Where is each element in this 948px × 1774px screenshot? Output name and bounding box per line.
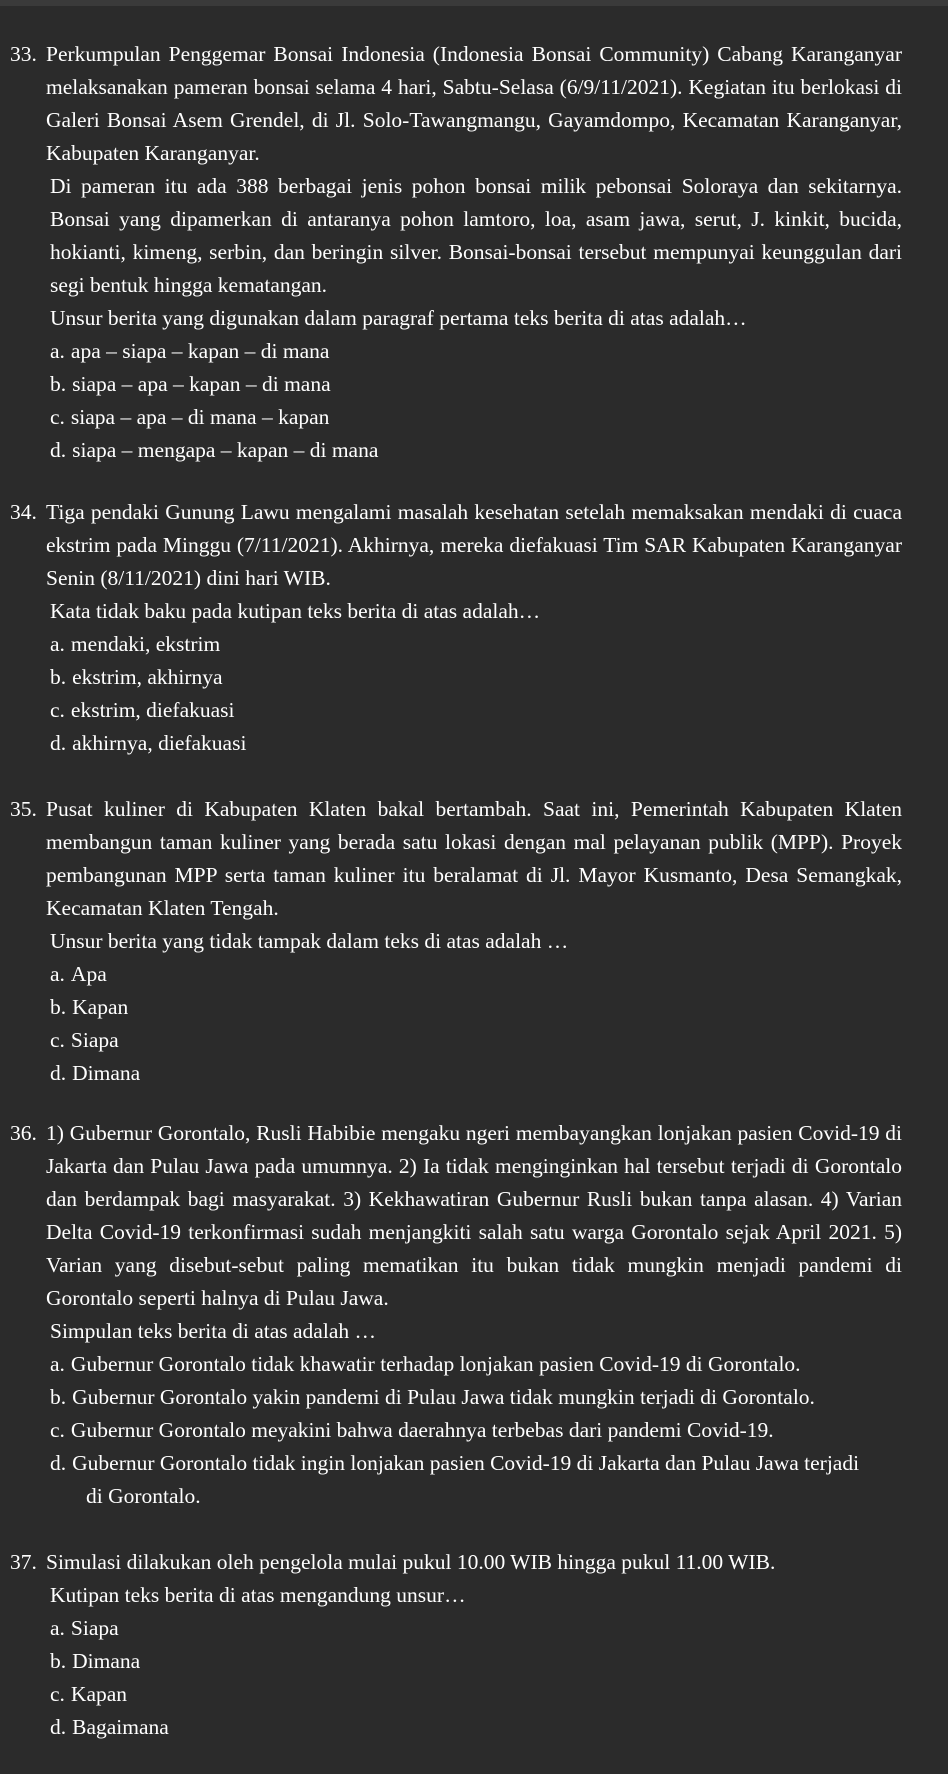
option-d-continuation: di Gorontalo.: [86, 1484, 201, 1508]
option-text: Dimana: [72, 1061, 141, 1085]
question-prompt: Kutipan teks berita di atas mengandung unsur…: [50, 1583, 466, 1607]
question-stem: 1) Gubernur Gorontalo, Rusli Habibie mengaku ngeri membayangkan lonjakan pasien Covid-19 di Jakarta dan Pulau Jawa pada umumnya. 2) Ia tidak menginginkan hal tersebut terjadi di Gorontalo dan berdampak bagi masyarakat. 3) Kekhawatiran Gubernur Rusli bukan tanpa alasan. 4) Varian Delta Covid-19 terkonfirmasi sudah menjangkiti salah satu warga Gorontalo sejak April 2021. 5) Varian yang disebut-sebut paling mematikan itu bukan tidak mungkin menjadi pandemi di Gorontalo seperti halnya di Pulau Jawa.: [46, 1121, 902, 1310]
option-text: ekstrim, akhirnya: [72, 665, 223, 689]
option-b[interactable]: [50, 1645, 902, 1678]
question-number: 35.: [10, 797, 37, 821]
option-a[interactable]: [50, 1348, 902, 1381]
option-letter: a.: [50, 632, 65, 656]
option-a[interactable]: [50, 628, 902, 661]
option-d[interactable]: [50, 1711, 902, 1744]
option-text: Kapan: [72, 995, 129, 1019]
option-letter: b.: [50, 665, 67, 689]
option-letter: c.: [50, 405, 65, 429]
question-37: [10, 1546, 902, 1744]
option-letter: d.: [50, 438, 67, 462]
option-a[interactable]: [50, 335, 902, 368]
option-d[interactable]: [50, 1447, 902, 1480]
question-prompt: Unsur berita yang digunakan dalam paragraf pertama teks berita di atas adalah…: [50, 306, 747, 330]
option-text: Apa: [70, 962, 107, 986]
option-text: Bagaimana: [72, 1715, 169, 1739]
option-a[interactable]: [50, 1612, 902, 1645]
option-text: Gubernur Gorontalo yakin pandemi di Pulau Jawa tidak mungkin terjadi di Gorontalo.: [72, 1385, 815, 1409]
options-list: [50, 1348, 902, 1513]
option-text: Dimana: [72, 1649, 141, 1673]
option-letter: c.: [50, 1028, 65, 1052]
option-c[interactable]: [50, 1024, 902, 1057]
option-b[interactable]: [50, 661, 902, 694]
option-c[interactable]: [50, 401, 902, 434]
options-list: [50, 335, 902, 467]
option-letter: d.: [50, 1451, 67, 1475]
question-stem: Simulasi dilakukan oleh pengelola mulai pukul 10.00 WIB hingga pukul 11.00 WIB.: [46, 1550, 776, 1574]
question-prompt: Unsur berita yang tidak tampak dalam teks di atas adalah …: [50, 929, 569, 953]
option-d[interactable]: [50, 727, 902, 760]
option-text: Kapan: [70, 1682, 128, 1706]
option-b[interactable]: [50, 368, 902, 401]
option-c[interactable]: [50, 1678, 902, 1711]
option-letter: a.: [50, 339, 65, 363]
option-text: Siapa: [70, 1616, 119, 1640]
option-text: siapa – mengapa – kapan – di mana: [72, 438, 379, 462]
option-text: akhirnya, diefakuasi: [72, 731, 247, 755]
option-letter: c.: [50, 1682, 65, 1706]
option-c[interactable]: [50, 1414, 902, 1447]
option-letter: b.: [50, 1385, 67, 1409]
option-letter: c.: [50, 1418, 65, 1442]
question-36: [10, 1117, 902, 1513]
question-prompt: Kata tidak baku pada kutipan teks berita di atas adalah…: [50, 599, 541, 623]
option-letter: b.: [50, 372, 67, 396]
question-number: 36.: [10, 1121, 37, 1145]
options-list: [50, 958, 902, 1090]
question-prompt: Simpulan teks berita di atas adalah …: [50, 1319, 376, 1343]
option-text: siapa – apa – di mana – kapan: [70, 405, 330, 429]
option-a[interactable]: [50, 958, 902, 991]
option-letter: d.: [50, 731, 67, 755]
option-text: mendaki, ekstrim: [70, 632, 221, 656]
question-number: 33.: [10, 42, 37, 66]
option-text: Gubernur Gorontalo tidak khawatir terhadap lonjakan pasien Covid-19 di Gorontalo.: [70, 1352, 801, 1376]
option-letter: d.: [50, 1715, 67, 1739]
question-number: 34.: [10, 500, 37, 524]
question-35: [10, 793, 902, 1090]
option-text: Gubernur Gorontalo meyakini bahwa daerahnya terbebas dari pandemi Covid-19.: [70, 1418, 774, 1442]
option-letter: b.: [50, 1649, 67, 1673]
option-text: apa – siapa – kapan – di mana: [70, 339, 330, 363]
option-b[interactable]: [50, 1381, 902, 1414]
question-stem: Tiga pendaki Gunung Lawu mengalami masalah kesehatan setelah memaksakan mendaki di cuaca ekstrim pada Minggu (7/11/2021). Akhirnya, mereka diefakuasi Tim SAR Kabupaten Karanganyar Senin (8/11/2021) dini hari WIB.: [46, 500, 902, 590]
option-letter: d.: [50, 1061, 67, 1085]
question-number: 37.: [10, 1550, 37, 1574]
option-letter: b.: [50, 995, 67, 1019]
option-text: Gubernur Gorontalo tidak ingin lonjakan pasien Covid-19 di Jakarta dan Pulau Jawa terjadi: [72, 1451, 860, 1475]
options-list: [50, 628, 902, 760]
option-text: siapa – apa – kapan – di mana: [72, 372, 331, 396]
option-text: ekstrim, diefakuasi: [70, 698, 235, 722]
option-letter: c.: [50, 698, 65, 722]
option-d[interactable]: [50, 1057, 902, 1090]
option-letter: a.: [50, 962, 65, 986]
question-paragraph: Di pameran itu ada 388 berbagai jenis pohon bonsai milik pebonsai Soloraya dan sekitarnya. Bonsai yang dipamerkan di antaranya pohon lamtoro, loa, asam jawa, serut, J. kinkit, bucida, hokianti, kimeng, serbin, dan beringin silver. Bonsai-bonsai tersebut mempunyai keunggulan dari segi bentuk hingga kematangan.: [50, 174, 902, 297]
question-33: [10, 38, 902, 467]
option-b[interactable]: [50, 991, 902, 1024]
question-34: [10, 496, 902, 760]
option-text: Siapa: [70, 1028, 119, 1052]
option-letter: a.: [50, 1352, 65, 1376]
option-letter: a.: [50, 1616, 65, 1640]
options-list: [50, 1612, 902, 1744]
question-stem: Perkumpulan Penggemar Bonsai Indonesia (Indonesia Bonsai Community) Cabang Karanganyar melaksanakan pameran bonsai selama 4 hari, Sabtu-Selasa (6/9/11/2021). Kegiatan itu berlokasi di Galeri Bonsai Asem Grendel, di Jl. Solo-Tawangmangu, Gayamdompo, Kecamatan Karanganyar, Kabupaten Karanganyar.: [46, 42, 902, 165]
option-d[interactable]: [50, 434, 902, 467]
option-c[interactable]: [50, 694, 902, 727]
question-stem: Pusat kuliner di Kabupaten Klaten bakal bertambah. Saat ini, Pemerintah Kabupaten Klaten membangun taman kuliner yang berada satu lokasi dengan mal pelayanan publik (MPP). Proyek pembangunan MPP serta taman kuliner itu beralamat di Jl. Mayor Kusmanto, Desa Semangkak, Kecamatan Klaten Tengah.: [46, 797, 902, 920]
